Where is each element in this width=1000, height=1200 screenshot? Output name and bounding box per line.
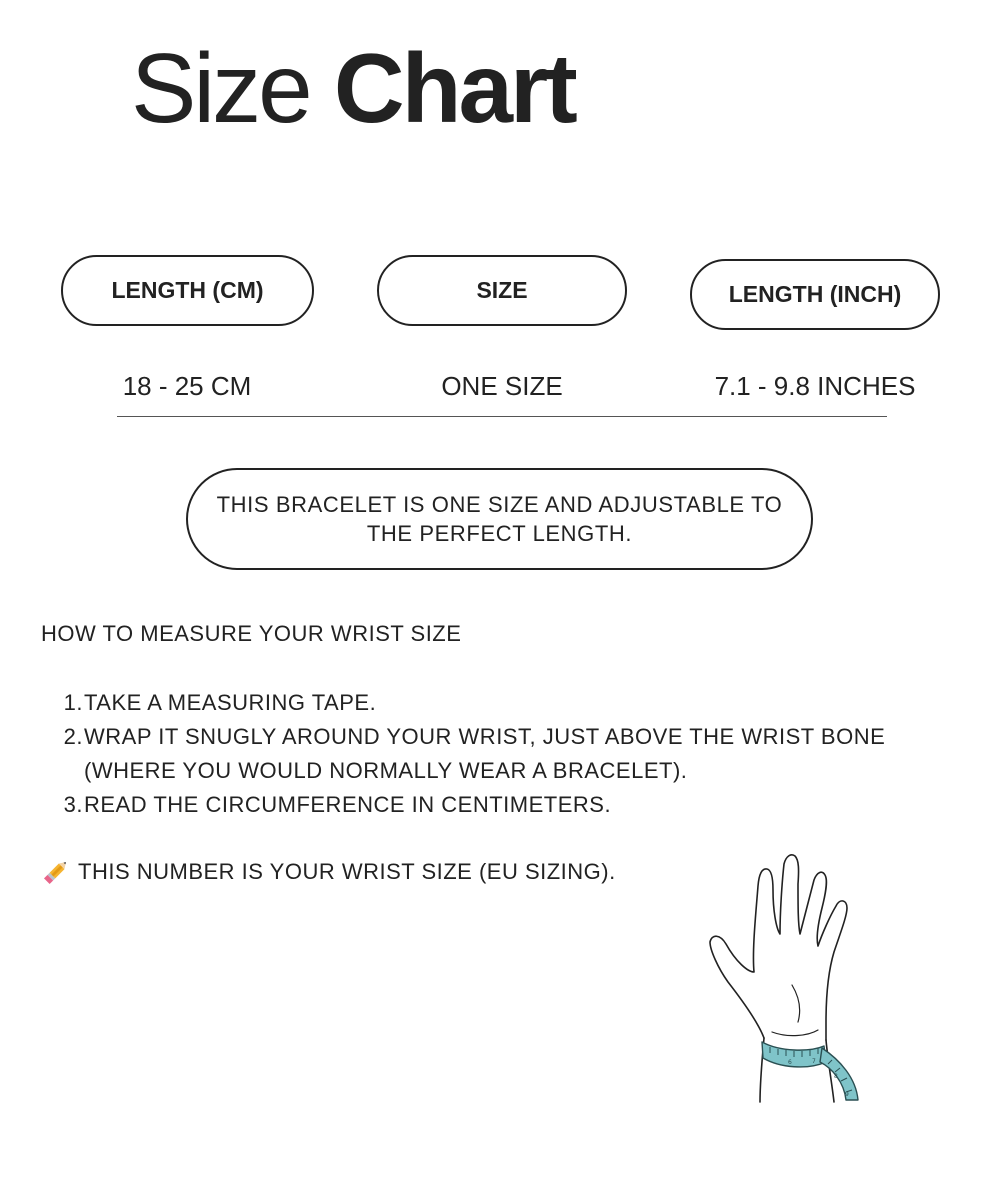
cell-length-inch: 7.1 - 9.8 INCHES [714, 371, 916, 401]
cell-length-cm: 18 - 25 CM [122, 371, 252, 401]
tape-mark-label: 9 [845, 1091, 849, 1098]
hand-outline [710, 855, 847, 1040]
list-item [60, 720, 960, 788]
tape-end [820, 1048, 858, 1100]
instructions-list [60, 686, 960, 822]
step-number: 3. [63, 792, 83, 817]
column-header-length-cm: LENGTH (CM) [61, 255, 314, 326]
step-number: 1. [63, 690, 83, 715]
column-header-size: SIZE [377, 255, 627, 326]
page-title [131, 30, 575, 146]
list-item [60, 788, 960, 822]
step-text: TAKE A MEASURING TAPE. [84, 690, 377, 715]
instructions-heading: HOW TO MEASURE YOUR WRIST SIZE [41, 621, 462, 646]
tape-mark-label: 7 [812, 1058, 816, 1065]
title-bold: Chart [333, 33, 575, 143]
step-text: READ THE CIRCUMFERENCE IN CENTIMETERS. [84, 792, 612, 817]
table-divider [117, 416, 887, 417]
step-text: WRAP IT SNUGLY AROUND YOUR WRIST, JUST ABOVE THE WRIST BONE (WHERE YOU WOULD NORMALLY WEAR A BRACELET). [84, 724, 886, 783]
wrist-size-tip [40, 857, 616, 887]
one-size-note: THIS BRACELET IS ONE SIZE AND ADJUSTABLE TO THE PERFECT LENGTH. [186, 468, 813, 570]
list-item [60, 686, 960, 720]
cell-size: ONE SIZE [441, 371, 563, 401]
hand-measuring-illustration [700, 850, 870, 1105]
title-light: Size [131, 33, 310, 143]
tape-mark-label: 6 [788, 1059, 792, 1066]
tip-text: THIS NUMBER IS YOUR WRIST SIZE (EU SIZING). [78, 859, 616, 884]
tape-mark-label: 8 [834, 1073, 838, 1080]
column-header-length-inch: LENGTH (INCH) [690, 259, 940, 330]
step-number: 2. [63, 724, 83, 749]
pencil-icon [40, 857, 72, 887]
